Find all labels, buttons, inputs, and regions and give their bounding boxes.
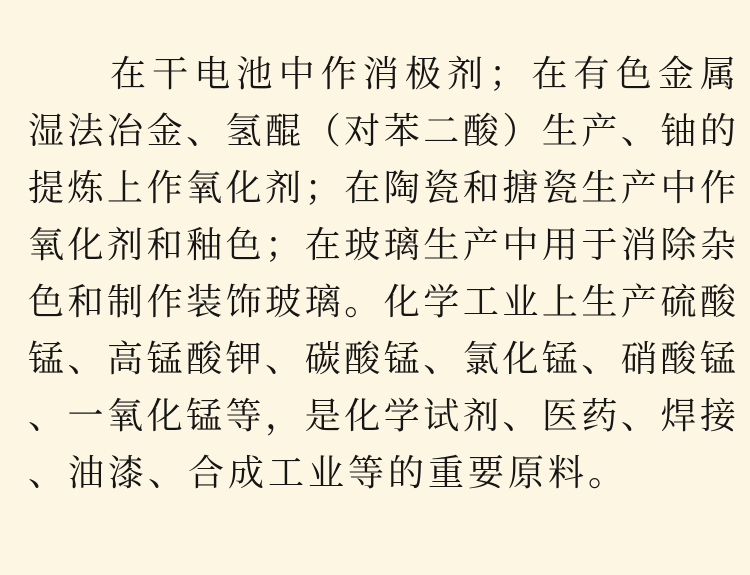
paragraph-line: 色和制作装饰玻璃。化学工业上生产硫酸	[28, 281, 736, 322]
paragraph-line: 提炼上作氧化剂；在陶瓷和搪瓷生产中作	[28, 167, 736, 208]
paragraph-line: 氧化剂和釉色；在玻璃生产中用于消除杂	[28, 224, 736, 265]
paragraph-line: 在干电池中作消极剂；在有色金属	[110, 53, 736, 94]
paragraph-line: 湿法冶金、氢醌（对苯二酸）生产、铀的	[28, 110, 736, 151]
paragraph-line: 、油漆、合成工业等的重要原料。	[28, 452, 629, 493]
paragraph-line: 锰、高锰酸钾、碳酸锰、氯化锰、硝酸锰	[28, 338, 736, 379]
paragraph-line: 、一氧化锰等，是化学试剂、医药、焊接	[28, 395, 736, 436]
